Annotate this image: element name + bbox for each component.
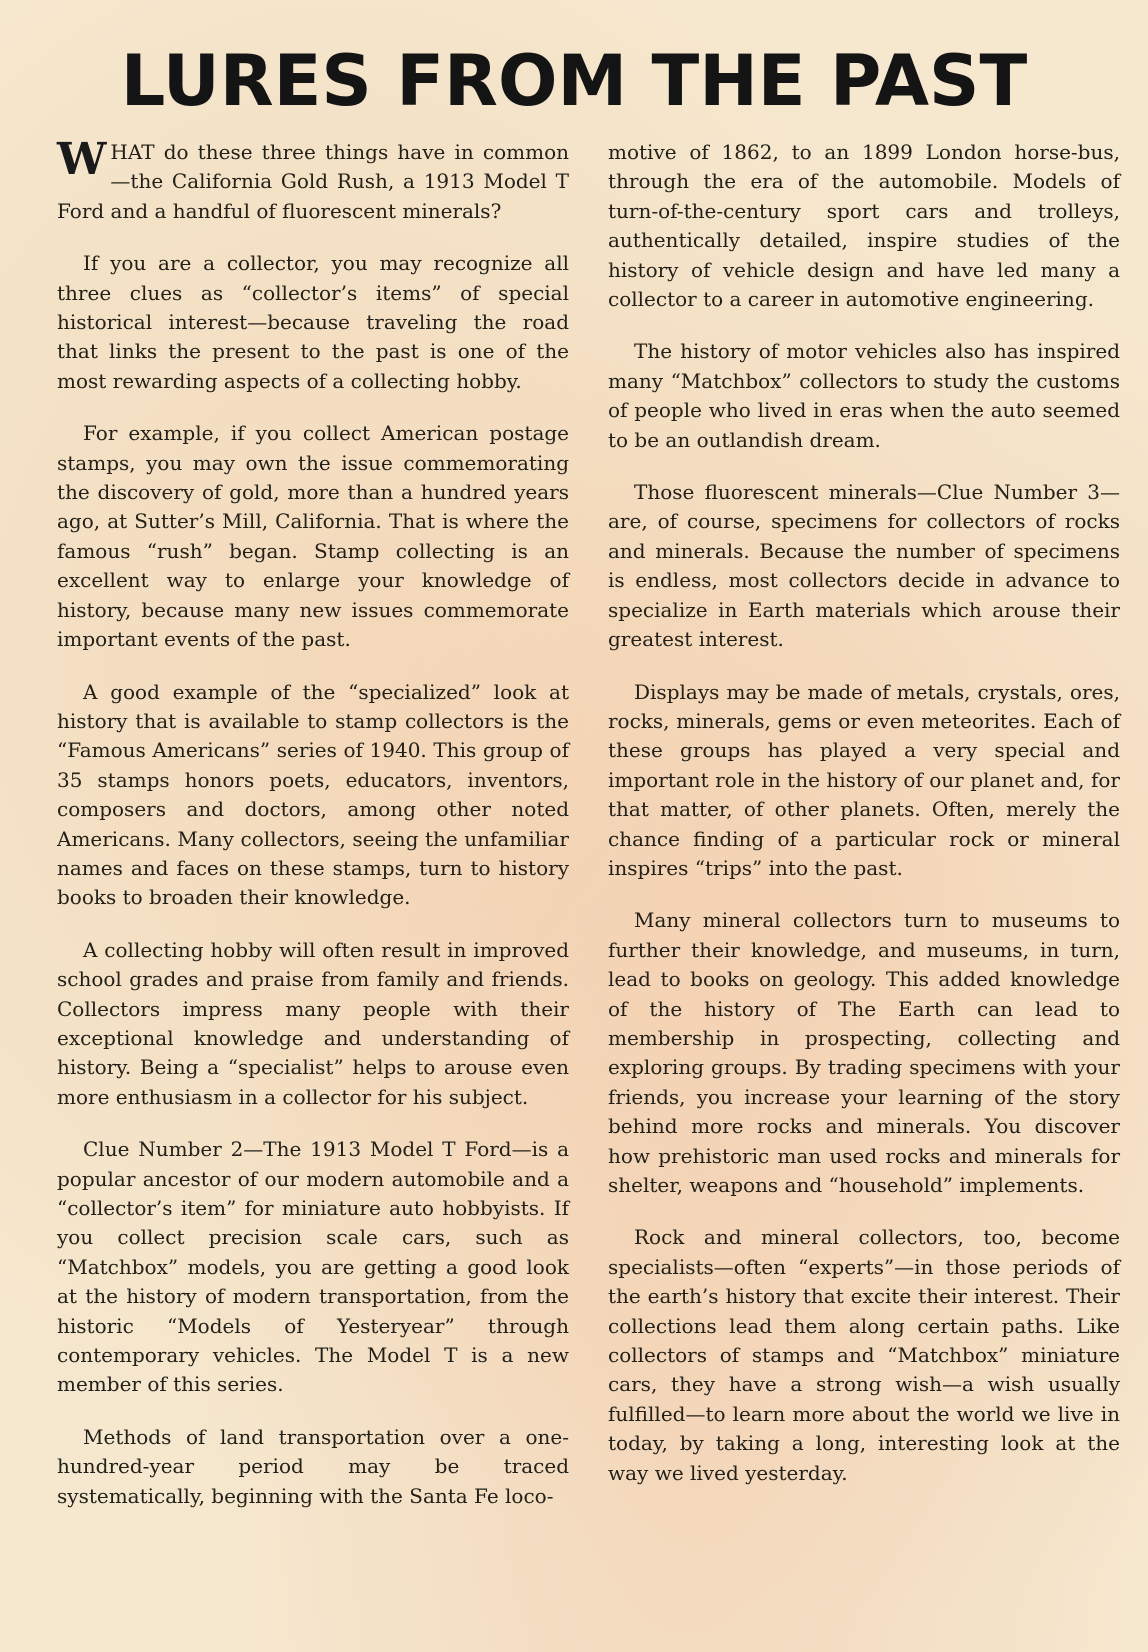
- drop-cap: W: [57, 134, 107, 185]
- paragraph: [57, 134, 569, 226]
- paragraph: The history of motor vehicles also has inspired many “Matchbox” collectors to study the customs of people who lived in eras when the auto seemed to be an outlandish dream.: [608, 339, 1120, 452]
- paragraph-text: HAT do these three things have in common—the California Gold Rush, a 1913 Model T Ford and a handful of fluorescent minerals?: [57, 140, 569, 223]
- paragraph: Methods of land transportation over a one-hundred-year period may be traced systematically, beginning with the Santa Fe loco-: [57, 1424, 569, 1508]
- paragraph: Displays may be made of metals, crystals, ores, rocks, minerals, gems or even meteorites. Each of these groups has played a very special and important role in the history of our planet and, for that matter, of other planets. Often, merely the chance finding of a particular rock or mineral inspires “trips” into the past.: [608, 679, 1120, 880]
- paragraph: motive of 1862, to an 1899 London horse-bus, through the era of the automobile. Models of turn-of-the-century sport cars and trolleys, authentically detailed, inspire studies of the history of vehicle design and have led many a collector to a career in automotive engineering.: [608, 140, 1120, 312]
- paragraph: If you are a collector, you may recognize all three clues as “collector’s items” of special historical interest—because traveling the road that links the present to the past is one of the most rewarding aspects of a collecting hobby.: [57, 251, 569, 393]
- paragraph: Clue Number 2—The 1913 Model T Ford—is a popular ancestor of our modern automobile and a “collector’s item” for miniature auto hobbyists. If you collect precision scale cars, such as “Matchbox” models, you are getting a good look at the history of modern transportation, from the historic “Models of Yesteryear” through contemporary vehicles. The Model T is a new member of this series.: [57, 1137, 569, 1397]
- paragraph: A collecting hobby will often result in improved school grades and praise from family and friends. Collectors impress many people with their exceptional knowledge and understanding of history. Being a “specialist” helps to arouse even more enthusiasm in a collector for his subject.: [57, 937, 569, 1109]
- right-column: [608, 138, 1120, 1511]
- paragraph: Those fluorescent minerals—Clue Number 3—are, of course, specimens for collectors of rocks and minerals. Because the number of specimens is endless, most collectors decide in advance to specialize in Earth materials which arouse their greatest interest.: [608, 480, 1120, 652]
- paragraph: Rock and mineral collectors, too, become specialists—often “experts”—in those periods of the earth’s history that excite their interest. Their collections lead them along certain paths. Like collectors of stamps and “Matchbox” miniature cars, they have a strong wish—a wish usually fulfilled—to learn more about the world we live in today, by taking a long, interesting look at the way we lived yesterday.: [608, 1225, 1120, 1485]
- article-title: LURES FROM THE PAST: [120, 40, 1028, 122]
- paragraph: A good example of the “specialized” look at history that is available to stamp collectors is the “Famous Americans” series of 1940. This group of 35 stamps honors poets, educators, inventors, composers and doctors, among other noted Americans. Many collectors, seeing the unfamiliar names and faces on these stamps, turn to history books to broaden their knowledge.: [57, 679, 569, 910]
- paragraph: Many mineral collectors turn to museums to further their knowledge, and museums, in turn, lead to books on geology. This added knowledge of the history of The Earth can lead to membership in prospecting, collecting and exploring groups. By trading specimens with your friends, you increase your learning of the story behind more rocks and minerals. You discover how prehistoric man used rocks and minerals for shelter, weapons and “household” implements.: [608, 908, 1120, 1197]
- left-column: [57, 134, 569, 1534]
- paragraph: For example, if you collect American postage stamps, you may own the issue commemorating the discovery of gold, more than a hundred years ago, at Sutter’s Mill, California. That is where the famous “rush” began. Stamp collecting is an excellent way to enlarge your knowledge of history, because many new issues commemorate important events of the past.: [57, 421, 569, 652]
